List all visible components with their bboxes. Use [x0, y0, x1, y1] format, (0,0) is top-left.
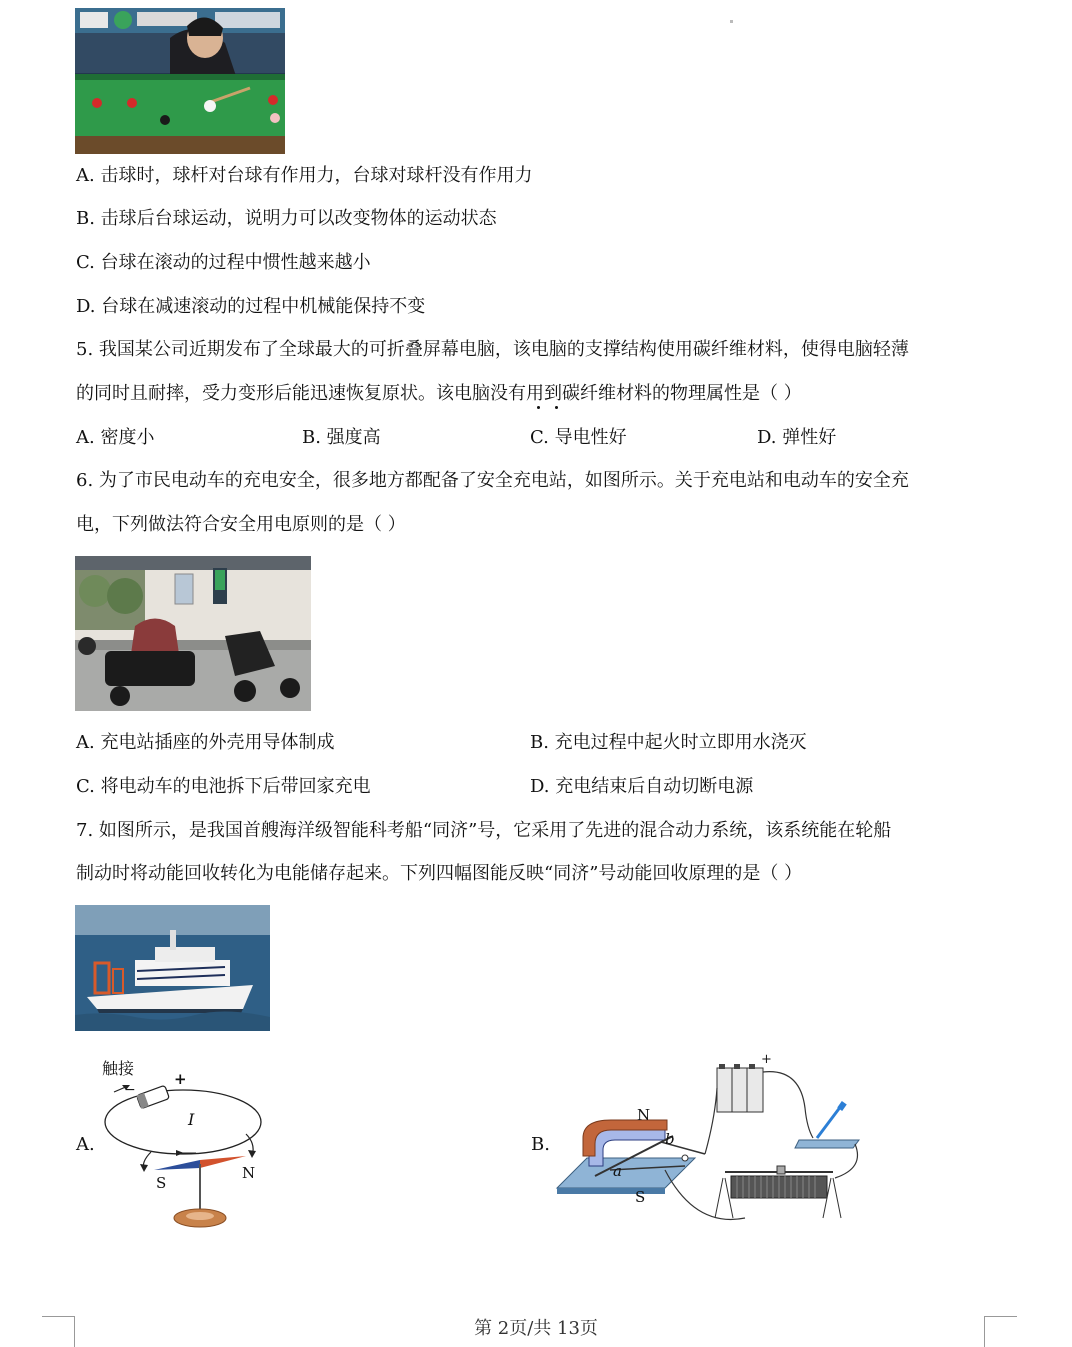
q7-figure-b — [555, 1052, 865, 1228]
q7-fig-a-label: A. — [76, 1134, 95, 1155]
q5-option-d: D. 弹性好 — [757, 427, 837, 448]
q5-stem-line2: 的同时且耐摔，受力变形后能迅速恢复原状。该电脑没有用到碳纤维材料的物理属性是（ ） — [76, 383, 802, 404]
q6-stem-line1: 6. 为了市民电动车的充电安全，很多地方都配备了安全充电站，如图所示。关于充电站和电动车的安全充 — [76, 470, 909, 491]
plus-sign: + — [174, 1070, 187, 1088]
needle-s-label: S — [156, 1174, 167, 1192]
magnet-n-label: N — [637, 1106, 651, 1124]
touch-label: 触接 — [102, 1059, 135, 1078]
charging-station-photo — [75, 556, 311, 711]
q4-option-a: A. 击球时，球杆对台球有作用力，台球对球杆没有作用力 — [76, 165, 533, 186]
q7-stem-line2: 制动时将动能回收转化为电能储存起来。下列四幅图能反映“同济”号动能回收原理的是（ ） — [76, 863, 803, 884]
emphasis-dot — [555, 406, 558, 409]
q5-option-c: C. 导电性好 — [530, 427, 627, 448]
rod-a-label: a — [613, 1162, 622, 1180]
q6-option-d: D. 充电结束后自动切断电源 — [530, 776, 754, 797]
emphasis-dot — [537, 406, 540, 409]
q7-fig-b-label: B. — [531, 1134, 550, 1155]
corner-mark-left — [42, 1316, 75, 1347]
q5-option-b: B. 强度高 — [302, 427, 381, 448]
q6-option-b: B. 充电过程中起火时立即用水浇灭 — [530, 732, 807, 753]
q6-option-a: A. 充电站插座的外壳用导体制成 — [76, 732, 335, 753]
q4-option-b: B. 击球后台球运动，说明力可以改变物体的运动状态 — [76, 208, 497, 229]
research-ship-photo — [75, 905, 270, 1031]
corner-mark-right — [984, 1316, 1017, 1347]
q7-stem-line1: 7. 如图所示，是我国首艘海洋级智能科考船“同济”号，它采用了先进的混合动力系统，该系统能在轮船 — [76, 820, 892, 841]
q5-option-a: A. 密度小 — [76, 427, 155, 448]
q5-stem-line1: 5. 我国某公司近期发布了全球最大的可折叠屏幕电脑，该电脑的支撑结构使用碳纤维材料，使得电脑轻薄 — [76, 339, 909, 360]
current-label: I — [188, 1110, 195, 1129]
needle-n-label: N — [242, 1164, 256, 1182]
battery-plus-label: + — [761, 1052, 772, 1067]
page-footer: 第 2页/共 13页 — [474, 1318, 598, 1339]
snooker-photo — [75, 8, 285, 154]
q4-option-d: D. 台球在减速滚动的过程中机械能保持不变 — [76, 296, 426, 317]
rod-b-label: b — [665, 1130, 675, 1148]
minus-sign: − — [124, 1082, 136, 1098]
magnet-s-label: S — [635, 1188, 646, 1206]
stray-dot — [730, 20, 733, 23]
q7-figure-a — [96, 1052, 266, 1232]
q4-option-c: C. 台球在滚动的过程中惯性越来越小 — [76, 252, 371, 273]
q6-option-c: C. 将电动车的电池拆下后带回家充电 — [76, 776, 371, 797]
q6-stem-line2: 电，下列做法符合安全用电原则的是（ ） — [76, 514, 406, 535]
